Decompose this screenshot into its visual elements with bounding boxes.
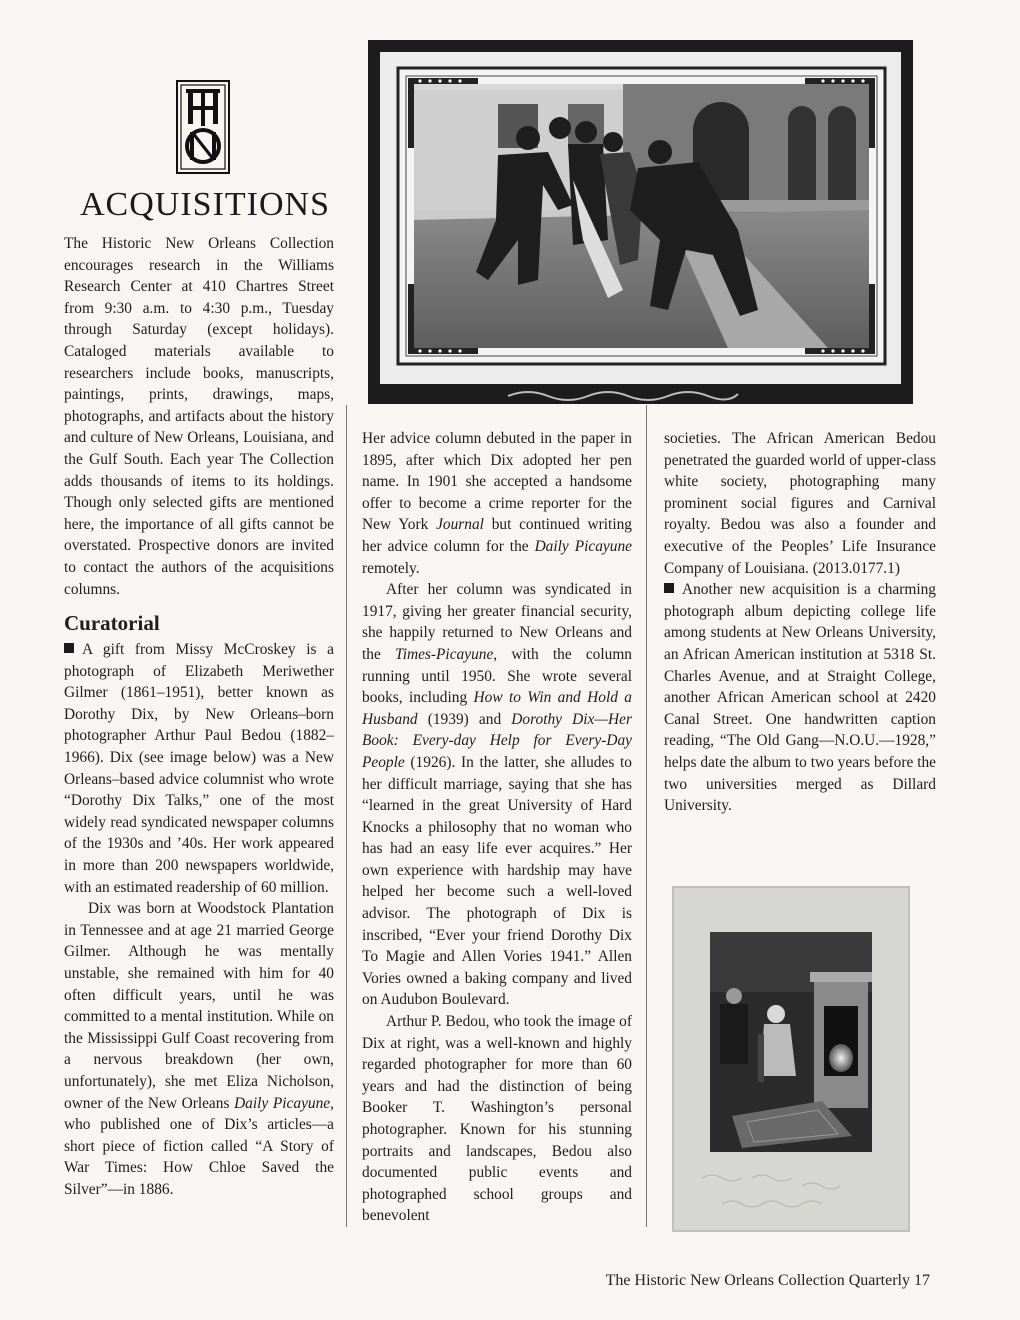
paragraph-bedou: Arthur P. Bedou, who took the image of Dix at right, was a well-known and highly regarded photographer for more than 60 years and had the distinction of being Booker T. Washington’s personal photographer. Known for his stunning portraits and landscapes, Bedou also documented public events and photographed school groups and benevolent bbox=[362, 1013, 632, 1225]
intro-paragraph: The Historic New Orleans Collection encourages research in the Williams Research Center at 410 Chartres Street from 9:30 a.m. to 4:30 p.m., Tuesday through Saturday (except holidays). Cataloged materials available to researchers include books, manuscripts, paintings, prints, drawings, maps, photographs, and artifacts about the history and culture of New Orleans, Louisiana, and the Gulf South. Each year The Collection adds thousands of items to its holdings. Though only selected gifts are mentioned here, the importance of all gifts cannot be overstated. Prospective donors are invited to contact the authors of the acquisitions columns. bbox=[64, 235, 334, 598]
page-title: ACQUISITIONS bbox=[80, 186, 330, 223]
bullet-square-icon bbox=[64, 643, 74, 653]
bullet-square-icon bbox=[664, 583, 674, 593]
column-3 bbox=[664, 428, 936, 817]
paragraph-syndication: After her column was syndicated in 1917, giving her greater financial security, she happily returned to New Orleans and the Times-Picayune, with the column running until 1950. She wrote several books, including How to Win and Hold a Husband (1939) and Dorothy Dix—Her Book: Every-day Help for Every-Day People (1926). In the latter, she alludes to her difficult marriage, saying that she has “learned in the great University of Hard Knocks a philosophy that no woman who has had an easy life ever acquires.” Her own experience with hardship may have helped her become such a well-loved advisor. The photograph of Dix is inscribed, “Ever your friend Dorothy Dix To Magie and Allen Vories 1941.” Allen Vories owned a baking company and lived on Audubon Boulevard. bbox=[362, 581, 632, 1009]
section-heading: Curatorial bbox=[64, 611, 160, 636]
column-2 bbox=[362, 428, 632, 1227]
thnoc-monogram-logo bbox=[176, 80, 230, 174]
curatorial-paragraph-1: A gift from Missy McCroskey is a photograph of Elizabeth Meriwether Gilmer (1861–1951), better known as Dorothy Dix, by New Orleans–born photographer Arthur Paul Bedou (1882–1966). Dix (see image below) was a New Orleans–based advice columnist who wrote “Dorothy Dix Talks,” one of the most widely read syndicated newspaper columns of the 1930s and ’40s. Her work appeared in more than 200 newspapers worldwide, with an estimated readership of 60 million. bbox=[64, 641, 334, 896]
page-footer: The Historic New Orleans Collection Quarterly 17 bbox=[605, 1272, 930, 1289]
dorothy-dix-portrait-photograph bbox=[672, 886, 910, 1232]
paragraph-bedou-continued: societies. The African American Bedou penetrated the guarded world of upper-class white society, photographing many prominent social figures and Carnival royalty. Bedou was also a founder and executive of the Peoples’ Life Insurance Company of Louisiana. (2013.0177.1) bbox=[664, 430, 936, 577]
paragraph-album: Another new acquisition is a charming photograph album depicting college life among students at New Orleans University, an African American institution at 5318 St. Charles Avenue, and at Straight College, another African American school at 2420 Canal Street. One handwritten caption reading, “The Old Gang—N.O.U.—1928,” helps date the album to two years before the two universities merged as Dillard University. bbox=[664, 581, 936, 815]
curatorial-paragraph-2: Dix was born at Woodstock Plantation in Tennessee and at age 21 married George Gilmer. Although he was mentally unstable, she remained with him for 40 often difficult years, until he was committed to a mental institution. While on the Mississippi Gulf Coast recovering from a nervous breakdown (her own, unfortunately), she met Eliza Nicholson, owner of the New Orleans Daily Picayune, who published one of Dix’s articles—a short piece of fiction called “A Story of War Times: How Chloe Saved the Silver”—in 1886. bbox=[64, 900, 334, 1198]
column-divider bbox=[646, 405, 647, 1227]
group-photograph bbox=[368, 40, 913, 404]
paragraph-advice-column: Her advice column debuted in the paper in 1895, after which Dix adopted her pen name. In 1901 she accepted a handsome offer to become a crime reporter for the New York Journal but continued writing her advice column for the Daily Picayune remotely. bbox=[362, 430, 632, 577]
column-1 bbox=[64, 233, 334, 1201]
column-divider bbox=[346, 405, 347, 1227]
